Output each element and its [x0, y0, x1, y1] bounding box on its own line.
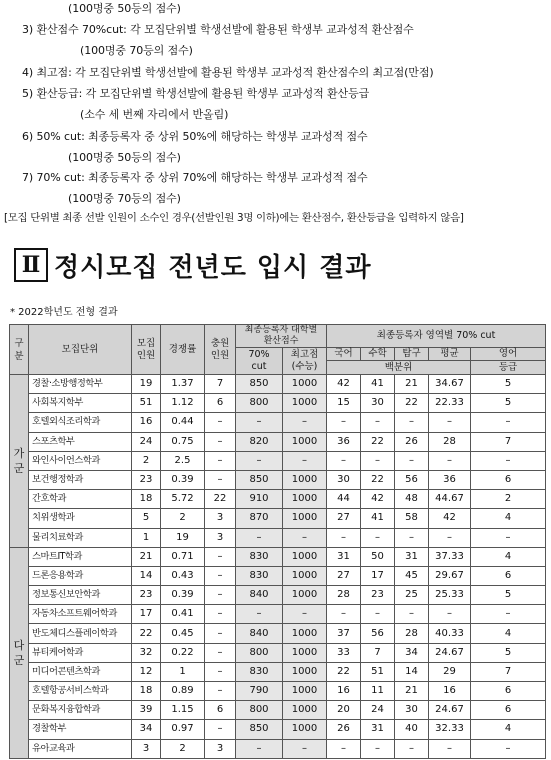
table-cell: 3	[205, 739, 236, 758]
table-cell: –	[395, 528, 429, 547]
table-cell: 0.89	[161, 682, 205, 701]
table-row	[10, 547, 546, 566]
results-table	[9, 324, 546, 759]
table-cell: 45	[395, 566, 429, 585]
table-cell: 1000	[283, 509, 327, 528]
unit-name: 미디어콘텐츠학과	[29, 662, 132, 681]
table-cell: 28	[429, 432, 471, 451]
table-cell: 6	[471, 701, 546, 720]
unit-name: 문화복지융합학과	[29, 701, 132, 720]
table-cell: –	[205, 586, 236, 605]
unit-name: 자동차소프트웨어학과	[29, 605, 132, 624]
table-cell: –	[361, 451, 395, 470]
header-quota: 모집인원	[132, 325, 161, 375]
table-cell: 820	[236, 432, 283, 451]
table-cell: 32.33	[429, 720, 471, 739]
table-cell: –	[327, 605, 361, 624]
unit-name: 뷰티케어학과	[29, 643, 132, 662]
table-cell: 34	[132, 720, 161, 739]
table-cell: 1000	[283, 375, 327, 394]
table-cell: 7	[205, 375, 236, 394]
table-cell: 2.5	[161, 451, 205, 470]
table-cell: 14	[395, 662, 429, 681]
table-cell: 37	[327, 624, 361, 643]
table-cell: 23	[132, 586, 161, 605]
table-cell: 1	[132, 528, 161, 547]
table-cell: 34.67	[429, 375, 471, 394]
table-cell: 1.15	[161, 701, 205, 720]
table-cell: 18	[132, 682, 161, 701]
table-cell: 18	[132, 490, 161, 509]
table-cell: 2	[471, 490, 546, 509]
table-cell: 40	[395, 720, 429, 739]
table-cell: 3	[205, 509, 236, 528]
table-cell: 22.33	[429, 394, 471, 413]
table-cell: 36	[327, 432, 361, 451]
table-cell: 4	[471, 624, 546, 643]
table-cell: 36	[429, 470, 471, 489]
table-cell: –	[205, 470, 236, 489]
table-cell: 5	[471, 586, 546, 605]
table-cell: 22	[395, 394, 429, 413]
table-cell: 1000	[283, 566, 327, 585]
table-cell: 16	[132, 413, 161, 432]
header-cut70: 70% cut	[236, 348, 283, 375]
table-cell: 850	[236, 470, 283, 489]
section-heading	[14, 246, 371, 284]
table-cell: 1000	[283, 470, 327, 489]
table-cell: –	[471, 528, 546, 547]
notice-text: [모집 단위별 최종 선발 인원이 소수인 경우(선발인원 3명 이하)에는 환산점수, 환산등급을 입력하지 않음]	[4, 212, 464, 224]
table-cell: –	[361, 605, 395, 624]
table-row	[10, 586, 546, 605]
table-cell: 51	[361, 662, 395, 681]
table-cell: –	[283, 413, 327, 432]
table-cell: –	[205, 624, 236, 643]
table-cell: 830	[236, 547, 283, 566]
table-cell: –	[236, 413, 283, 432]
header-gubun: 구분	[10, 325, 29, 375]
table-row	[10, 566, 546, 585]
header-ratio: 경쟁률	[161, 325, 205, 375]
group-label: 가 군	[10, 375, 29, 548]
table-row	[10, 451, 546, 470]
table-cell: 7	[361, 643, 395, 662]
table-cell: 1000	[283, 720, 327, 739]
header-grade: 등급	[471, 361, 546, 375]
table-cell: 22	[361, 432, 395, 451]
table-row	[10, 509, 546, 528]
table-cell: 1000	[283, 586, 327, 605]
table-cell: 1000	[283, 701, 327, 720]
table-cell: –	[429, 528, 471, 547]
header-explore: 탐구	[395, 348, 429, 361]
table-cell: 5	[471, 394, 546, 413]
table-cell: 26	[327, 720, 361, 739]
table-cell: 850	[236, 720, 283, 739]
table-cell: –	[236, 605, 283, 624]
table-cell: 40.33	[429, 624, 471, 643]
table-cell: 3	[205, 528, 236, 547]
table-cell: –	[471, 451, 546, 470]
table-cell: 6	[471, 682, 546, 701]
table-cell: 44.67	[429, 490, 471, 509]
table-cell: 51	[132, 394, 161, 413]
table-cell: 1000	[283, 432, 327, 451]
table-cell: 58	[395, 509, 429, 528]
table-cell: 0.44	[161, 413, 205, 432]
table-cell: 30	[361, 394, 395, 413]
table-cell: –	[205, 413, 236, 432]
table-cell: 24.67	[429, 643, 471, 662]
table-cell: 1.37	[161, 375, 205, 394]
table-cell: –	[327, 739, 361, 758]
note-line: 6) 50% cut: 최종등록자 중 상위 50%에 해당하는 학생부 교과성적 점수	[22, 130, 368, 143]
table-cell: 42	[327, 375, 361, 394]
table-cell: 0.97	[161, 720, 205, 739]
table-cell: 21	[395, 375, 429, 394]
table-cell: 56	[395, 470, 429, 489]
table-cell: –	[205, 432, 236, 451]
table-cell: 42	[361, 490, 395, 509]
table-cell: 6	[471, 470, 546, 489]
header-reg-group: 최종등록자 대학별 환산점수	[236, 325, 327, 348]
table-cell: 32	[132, 643, 161, 662]
note-line: (100명중 70등의 점수)	[80, 44, 193, 57]
table-cell: 28	[327, 586, 361, 605]
table-cell: 31	[361, 720, 395, 739]
unit-name: 간호학과	[29, 490, 132, 509]
unit-name: 스포츠학부	[29, 432, 132, 451]
table-cell: –	[471, 739, 546, 758]
table-cell: 21	[132, 547, 161, 566]
table-cell: –	[429, 739, 471, 758]
table-cell: 4	[471, 509, 546, 528]
unit-name: 호텔항공서비스학과	[29, 682, 132, 701]
table-cell: 16	[429, 682, 471, 701]
table-cell: 11	[361, 682, 395, 701]
table-cell: 22	[132, 624, 161, 643]
table-cell: 25	[395, 586, 429, 605]
table-cell: 830	[236, 662, 283, 681]
table-cell: 800	[236, 701, 283, 720]
table-row	[10, 624, 546, 643]
table-cell: 29	[429, 662, 471, 681]
table-cell: 17	[132, 605, 161, 624]
table-cell: 0.22	[161, 643, 205, 662]
table-cell: 5	[471, 643, 546, 662]
unit-name: 드론응용학과	[29, 566, 132, 585]
unit-name: 보건행정학과	[29, 470, 132, 489]
section-title: 정시모집 전년도 입시 결과	[54, 252, 372, 283]
table-cell: 800	[236, 643, 283, 662]
note-line: 3) 환산점수 70%cut: 각 모집단위별 학생선발에 활용된 학생부 교과성적 환산점수	[22, 23, 414, 36]
table-cell: 0.71	[161, 547, 205, 566]
header-math: 수학	[361, 348, 395, 361]
table-row	[10, 720, 546, 739]
section-number: Ⅱ	[14, 248, 48, 282]
table-cell: –	[205, 566, 236, 585]
unit-name: 물리치료학과	[29, 528, 132, 547]
table-cell: 0.39	[161, 470, 205, 489]
table-cell: 29.67	[429, 566, 471, 585]
table-cell: 0.41	[161, 605, 205, 624]
table-cell: –	[205, 720, 236, 739]
table-cell: 20	[327, 701, 361, 720]
note-line: (100명중 50등의 점수)	[68, 2, 181, 15]
table-cell: 30	[395, 701, 429, 720]
unit-name: 호텔외식조리학과	[29, 413, 132, 432]
table-cell: 870	[236, 509, 283, 528]
table-cell: 22	[361, 470, 395, 489]
unit-name: 반도체디스플레이학과	[29, 624, 132, 643]
header-kor: 국어	[327, 348, 361, 361]
table-cell: 22	[205, 490, 236, 509]
table-cell: –	[327, 451, 361, 470]
table-cell: 1000	[283, 682, 327, 701]
table-cell: 0.75	[161, 432, 205, 451]
table-cell: 24	[132, 432, 161, 451]
table-cell: 830	[236, 566, 283, 585]
unit-name: 스마트IT학과	[29, 547, 132, 566]
table-cell: 48	[395, 490, 429, 509]
table-cell: 0.45	[161, 624, 205, 643]
table-cell: 4	[471, 547, 546, 566]
table-cell: 41	[361, 509, 395, 528]
table-cell: 0.39	[161, 586, 205, 605]
table-cell: 1000	[283, 547, 327, 566]
note-line: (100명중 70등의 점수)	[68, 192, 181, 205]
table-row	[10, 739, 546, 758]
table-row	[10, 605, 546, 624]
group-label: 다 군	[10, 547, 29, 758]
table-caption: * 2022학년도 전형 결과	[10, 307, 118, 318]
table-cell: –	[283, 528, 327, 547]
table-row	[10, 490, 546, 509]
table-cell: –	[283, 739, 327, 758]
table-cell: 28	[395, 624, 429, 643]
table-cell: 1000	[283, 490, 327, 509]
table-cell: 2	[161, 509, 205, 528]
table-cell: 840	[236, 586, 283, 605]
note-line: 7) 70% cut: 최종등록자 중 상위 70%에 해당하는 학생부 교과성적 점수	[22, 171, 368, 184]
table-cell: 23	[132, 470, 161, 489]
table-cell: 31	[395, 547, 429, 566]
note-line: 4) 최고점: 각 모집단위별 학생선발에 활용된 학생부 교과성적 환산점수의 최고점(만점)	[22, 66, 434, 79]
table-cell: 16	[327, 682, 361, 701]
table-cell: –	[395, 451, 429, 470]
unit-name: 유아교육과	[29, 739, 132, 758]
unit-name: 정보통신보안학과	[29, 586, 132, 605]
table-cell: 39	[132, 701, 161, 720]
header-unit: 모집단위	[29, 325, 132, 375]
table-cell: 5.72	[161, 490, 205, 509]
table-cell: –	[471, 605, 546, 624]
table-row	[10, 413, 546, 432]
table-cell: 4	[471, 720, 546, 739]
table-cell: –	[327, 413, 361, 432]
unit-name: 치위생학과	[29, 509, 132, 528]
table-cell: 5	[132, 509, 161, 528]
unit-name: 사회복지학부	[29, 394, 132, 413]
table-cell: –	[361, 413, 395, 432]
table-cell: 56	[361, 624, 395, 643]
header-avg: 평균	[429, 348, 471, 361]
table-row	[10, 394, 546, 413]
table-cell: –	[429, 413, 471, 432]
table-cell: 14	[132, 566, 161, 585]
table-cell: 21	[395, 682, 429, 701]
table-cell: –	[205, 662, 236, 681]
table-row	[10, 432, 546, 451]
table-cell: –	[361, 739, 395, 758]
table-cell: 1000	[283, 662, 327, 681]
table-cell: –	[395, 413, 429, 432]
table-cell: 27	[327, 509, 361, 528]
table-cell: 24.67	[429, 701, 471, 720]
table-cell: 31	[327, 547, 361, 566]
table-cell: 7	[471, 662, 546, 681]
unit-name: 와인사이언스학과	[29, 451, 132, 470]
note-line: (100명중 50등의 점수)	[68, 151, 181, 164]
table-cell: 50	[361, 547, 395, 566]
table-row	[10, 470, 546, 489]
table-cell: 0.43	[161, 566, 205, 585]
table-cell: 850	[236, 375, 283, 394]
header-max: 최고점 (수능)	[283, 348, 327, 375]
table-cell: 27	[327, 566, 361, 585]
table-cell: –	[205, 682, 236, 701]
table-cell: 7	[471, 432, 546, 451]
table-cell: 34	[395, 643, 429, 662]
table-cell: 24	[361, 701, 395, 720]
table-row	[10, 701, 546, 720]
table-cell: 790	[236, 682, 283, 701]
header-area-group: 최종등록자 영역별 70% cut	[327, 325, 546, 348]
table-cell: –	[429, 451, 471, 470]
table-cell: –	[236, 739, 283, 758]
header-added: 충원인원	[205, 325, 236, 375]
table-cell: –	[395, 739, 429, 758]
table-cell: 2	[161, 739, 205, 758]
table-cell: 30	[327, 470, 361, 489]
table-cell: 1000	[283, 643, 327, 662]
header-percentile: 백분위	[327, 361, 471, 375]
table-cell: 1.12	[161, 394, 205, 413]
table-cell: –	[361, 528, 395, 547]
table-cell: 33	[327, 643, 361, 662]
table-cell: 37.33	[429, 547, 471, 566]
table-cell: 1	[161, 662, 205, 681]
table-cell: 26	[395, 432, 429, 451]
table-cell: 19	[132, 375, 161, 394]
table-row	[10, 643, 546, 662]
note-line: (소수 세 번째 자리에서 반올림)	[80, 108, 229, 121]
table-cell: –	[471, 413, 546, 432]
table-cell: 5	[471, 375, 546, 394]
table-cell: –	[205, 547, 236, 566]
table-cell: 15	[327, 394, 361, 413]
table-cell: 6	[205, 701, 236, 720]
table-cell: –	[429, 605, 471, 624]
table-cell: 840	[236, 624, 283, 643]
table-row	[10, 528, 546, 547]
table-cell: –	[283, 605, 327, 624]
unit-name: 경찰학부	[29, 720, 132, 739]
table-cell: 910	[236, 490, 283, 509]
note-line: 5) 환산등급: 각 모집단위별 학생선발에 활용된 학생부 교과성적 환산등급	[22, 87, 370, 100]
table-cell: 23	[361, 586, 395, 605]
table-cell: 22	[327, 662, 361, 681]
table-cell: –	[327, 528, 361, 547]
table-cell: –	[395, 605, 429, 624]
unit-name: 경찰·소방행정학부	[29, 375, 132, 394]
table-cell: 3	[132, 739, 161, 758]
table-row	[10, 662, 546, 681]
table-row	[10, 682, 546, 701]
header-eng: 영어	[471, 348, 546, 361]
table-cell: 19	[161, 528, 205, 547]
table-cell: 2	[132, 451, 161, 470]
table-cell: 1000	[283, 394, 327, 413]
table-cell: –	[283, 451, 327, 470]
table-cell: 41	[361, 375, 395, 394]
table-cell: 6	[471, 566, 546, 585]
table-cell: 17	[361, 566, 395, 585]
table-cell: –	[205, 451, 236, 470]
table-cell: 6	[205, 394, 236, 413]
table-cell: 800	[236, 394, 283, 413]
table-cell: 42	[429, 509, 471, 528]
table-cell: 44	[327, 490, 361, 509]
table-cell: –	[236, 451, 283, 470]
table-cell: 25.33	[429, 586, 471, 605]
table-cell: –	[205, 605, 236, 624]
table-row	[10, 375, 546, 394]
table-cell: 1000	[283, 624, 327, 643]
table-cell: 12	[132, 662, 161, 681]
table-cell: –	[205, 643, 236, 662]
table-cell: –	[236, 528, 283, 547]
